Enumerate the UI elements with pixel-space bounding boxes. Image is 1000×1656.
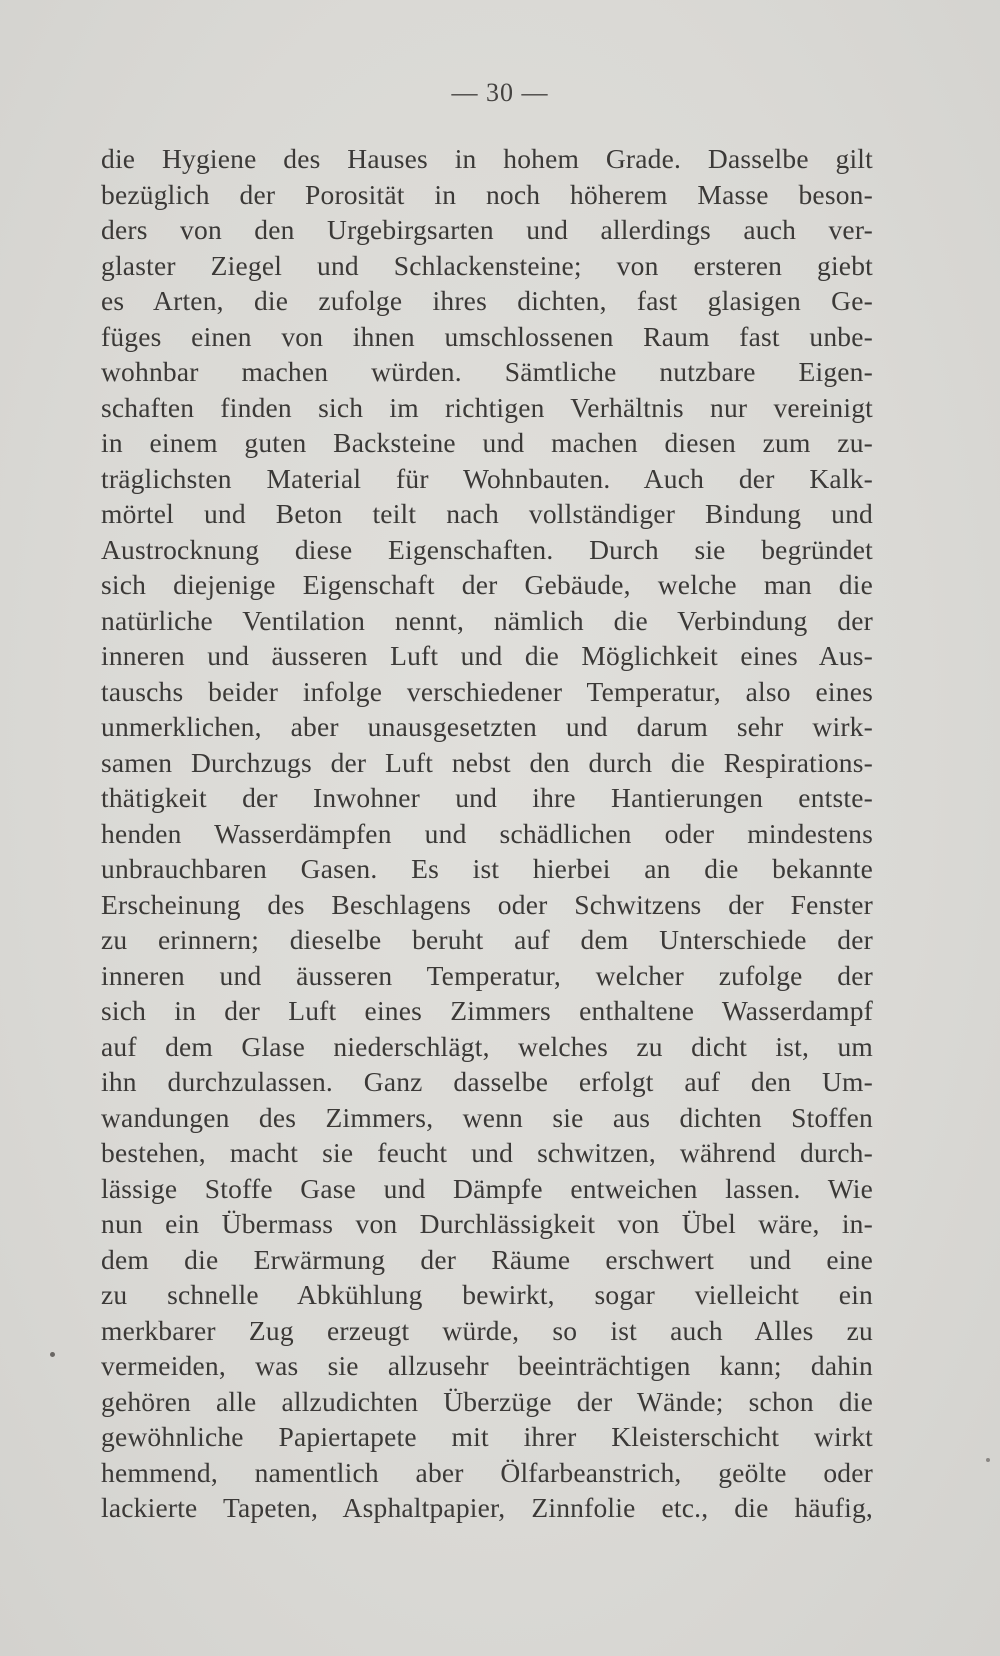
text-line: ders von den Urgebirgsarten und allerdings auch ver-: [101, 214, 873, 245]
text-line: es Arten, die zufolge ihres dichten, fast glasigen Ge-: [101, 285, 873, 316]
text-line: glaster Ziegel und Schlackensteine; von ersteren giebt: [101, 249, 873, 281]
text-line: samen Durchzugs der Luft nebst den durch die Respirations-: [101, 746, 873, 778]
text-line: füges einen von ihnen umschlossenen Raum fast unbe-: [101, 320, 873, 352]
text-line: nun ein Übermass von Durchlässigkeit von Übel wäre, in-: [101, 1208, 873, 1239]
text-line: hemmend, namentlich aber Ölfarbeanstrich, geölte oder: [101, 1456, 873, 1488]
text-line: Erscheinung des Beschlagens oder Schwitzens der Fenster: [101, 888, 873, 920]
text-line: bestehen, macht sie feucht und schwitzen, während durch-: [101, 1137, 873, 1168]
text-line: schaften finden sich im richtigen Verhältnis nur vereinigt: [101, 391, 873, 423]
body-text: [101, 141, 873, 1526]
text-line: wandungen des Zimmers, wenn sie aus dichten Stoffen: [101, 1101, 873, 1133]
paper-speck: [50, 1352, 55, 1357]
text-line: inneren und äusseren Temperatur, welcher zufolge der: [101, 959, 873, 991]
text-line: lässige Stoffe Gase und Dämpfe entweichen lassen. Wie: [101, 1172, 873, 1204]
text-line: merkbarer Zug erzeugt würde, so ist auch Alles zu: [101, 1314, 873, 1346]
text-line: ihn durchzulassen. Ganz dasselbe erfolgt auf den Um-: [101, 1066, 873, 1097]
text-line: inneren und äusseren Luft und die Möglichkeit eines Aus-: [101, 640, 873, 671]
text-line: die Hygiene des Hauses in hohem Grade. Dasselbe gilt: [101, 143, 873, 174]
text-line: vermeiden, was sie allzusehr beeinträchtigen kann; dahin: [101, 1350, 873, 1381]
text-line: zu erinnern; dieselbe beruht auf dem Unterschiede der: [101, 924, 873, 955]
text-line: dem die Erwärmung der Räume erschwert und eine: [101, 1243, 873, 1275]
text-line: träglichsten Material für Wohnbauten. Auch der Kalk-: [101, 462, 873, 494]
text-line: in einem guten Backsteine und machen diesen zum zu-: [101, 427, 873, 458]
text-line: auf dem Glase niederschlägt, welches zu dicht ist, um: [101, 1030, 873, 1062]
text-line: Austrocknung diese Eigenschaften. Durch sie begründet: [101, 533, 873, 565]
text-line: tauschs beider infolge verschiedener Temperatur, also eines: [101, 675, 873, 707]
text-line: gewöhnliche Papiertapete mit ihrer Kleisterschicht wirkt: [101, 1421, 873, 1452]
text-line: zu schnelle Abkühlung bewirkt, sogar vielleicht ein: [101, 1279, 873, 1310]
text-line: lackierte Tapeten, Asphaltpapier, Zinnfolie etc., die häufig,: [101, 1492, 873, 1523]
paper-speck: [986, 1458, 990, 1462]
text-line: sich in der Luft eines Zimmers enthaltene Wasserdampf: [101, 995, 873, 1026]
text-line: natürliche Ventilation nennt, nämlich die Verbindung der: [101, 604, 873, 636]
text-line: wohnbar machen würden. Sämtliche nutzbare Eigen-: [101, 356, 873, 387]
text-line: sich diejenige Eigenschaft der Gebäude, welche man die: [101, 569, 873, 600]
text-line: mörtel und Beton teilt nach vollständiger Bindung und: [101, 498, 873, 529]
text-line: thätigkeit der Inwohner und ihre Hantierungen entste-: [101, 782, 873, 813]
text-line: unbrauchbaren Gasen. Es ist hierbei an die bekannte: [101, 853, 873, 884]
text-line: bezüglich der Porosität in noch höherem Masse beson-: [101, 178, 873, 210]
text-line: unmerklichen, aber unausgesetzten und darum sehr wirk-: [101, 711, 873, 742]
text-line: gehören alle allzudichten Überzüge der Wände; schon die: [101, 1385, 873, 1417]
text-line: henden Wasserdämpfen und schädlichen oder mindestens: [101, 817, 873, 849]
page-number: — 30 —: [451, 78, 549, 107]
